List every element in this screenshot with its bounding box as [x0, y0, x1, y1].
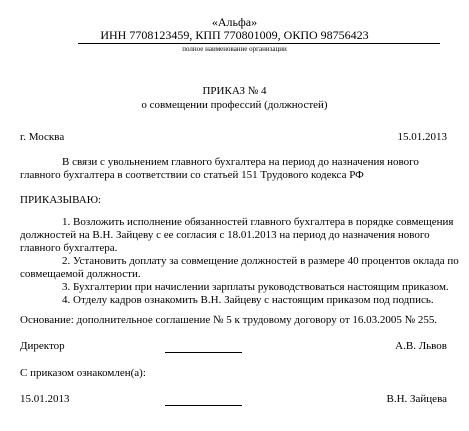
- item-line: должностей на В.Н. Зайцеву с ее согласия с 18.01.2013 на период до назначения нового: [20, 229, 430, 241]
- item-line: главного бухгалтера.: [20, 242, 118, 254]
- acquainted-label: С приказом ознакомлен(а):: [20, 367, 146, 379]
- order-place: г. Москва: [20, 131, 65, 143]
- item-line: 4. Отделу кадров ознакомить В.Н. Зайцеву с настоящим приказом под подпись.: [62, 294, 434, 306]
- item-line: 2. Установить доплату за совмещение должностей в размере 40 процентов оклада по: [62, 255, 459, 267]
- intro-line-2: главного бухгалтера в соответствии со статьей 151 Трудового кодекса РФ: [20, 169, 364, 181]
- org-caption: полное наименование организации: [182, 45, 287, 53]
- org-name: «Альфа»: [211, 15, 258, 29]
- intro-line-1: В связи с увольнением главного бухгалтера на период до назначения нового: [62, 156, 419, 168]
- order-word: ПРИКАЗЫВАЮ:: [20, 194, 102, 206]
- order-date: 15.01.2013: [397, 131, 447, 143]
- director-signature-line: [165, 352, 242, 353]
- director-name: А.В. Львов: [395, 340, 447, 352]
- acquainted-signature-line: [165, 405, 242, 406]
- item-line: 3. Бухгалтерии при начислении зарплаты руководствоваться настоящим приказом.: [62, 281, 449, 293]
- item-line: совмещаемой должности.: [20, 268, 141, 280]
- org-underline: [78, 43, 440, 44]
- order-subtitle: о совмещении профессий (должностей): [141, 99, 328, 111]
- acquainted-date: 15.01.2013: [20, 393, 70, 405]
- acquainted-name: В.Н. Зайцева: [386, 393, 447, 405]
- org-codes: ИНН 7708123459, КПП 770801009, ОКПО 98756423: [100, 28, 369, 42]
- order-title: ПРИКАЗ № 4: [202, 85, 267, 97]
- director-label: Директор: [20, 340, 65, 352]
- basis: Основание: дополнительное соглашение № 5 к трудовому договору от 16.03.2005 № 255.: [20, 314, 438, 326]
- item-line: 1. Возложить исполнение обязанностей главного бухгалтера в порядке совмещения: [62, 216, 454, 228]
